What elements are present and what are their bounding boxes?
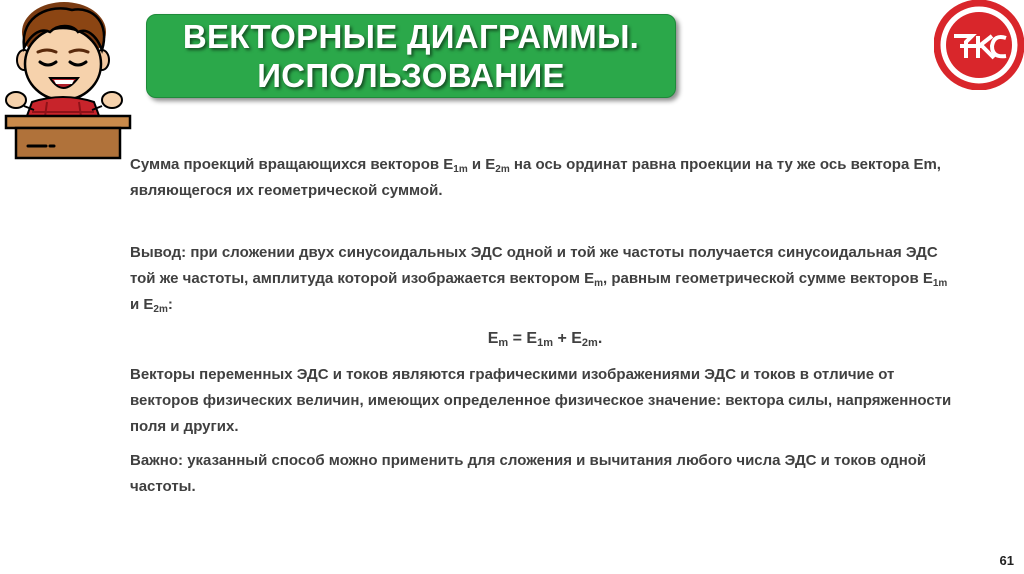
paragraph-projections: Сумма проекций вращающихся векторов $E_{1m}$ и $E_{2m}$ на ось ординат равна проекции на ту же ось вектора Em, являющегося их геометрической суммой. <box>130 156 941 199</box>
page-number: 61 <box>999 553 1014 568</box>
paragraph-vectors-meaning: Векторы переменных ЭДС и токов являются графическими изображениями ЭДС и токов в отличие от векторов физических величин, имеющих определенное физическое значение: вектора силы, напряженности поля и других. <box>130 366 952 435</box>
title-banner <box>146 14 676 98</box>
page-title-line-1: ВЕКТОРНЫЕ ДИАГРАММЫ. <box>182 18 640 55</box>
paragraph-conclusion: Вывод: при сложении двух синусоидальных ЭДС одной и той же частоты получается синусоидальная ЭДС той же частоты, амплитуда которой изображается вектором $E_m$, равным геометрической сумме векторов $E_{1m}$ и $E_{2m}$: <box>130 244 948 315</box>
mascot-illustration <box>2 2 152 160</box>
college-logo-icon <box>934 0 1024 90</box>
formula-vector-sum: $E_m = E_{1m} + E_{2m}$. <box>487 330 603 349</box>
paragraph-important-note: Важно: указанный способ можно применить для сложения и вычитания любого числа ЭДС и токов одной частоты. <box>130 452 927 495</box>
page-title-line-2: ИСПОЛЬЗОВАНИЕ <box>257 57 565 94</box>
slide-content <box>130 152 960 500</box>
